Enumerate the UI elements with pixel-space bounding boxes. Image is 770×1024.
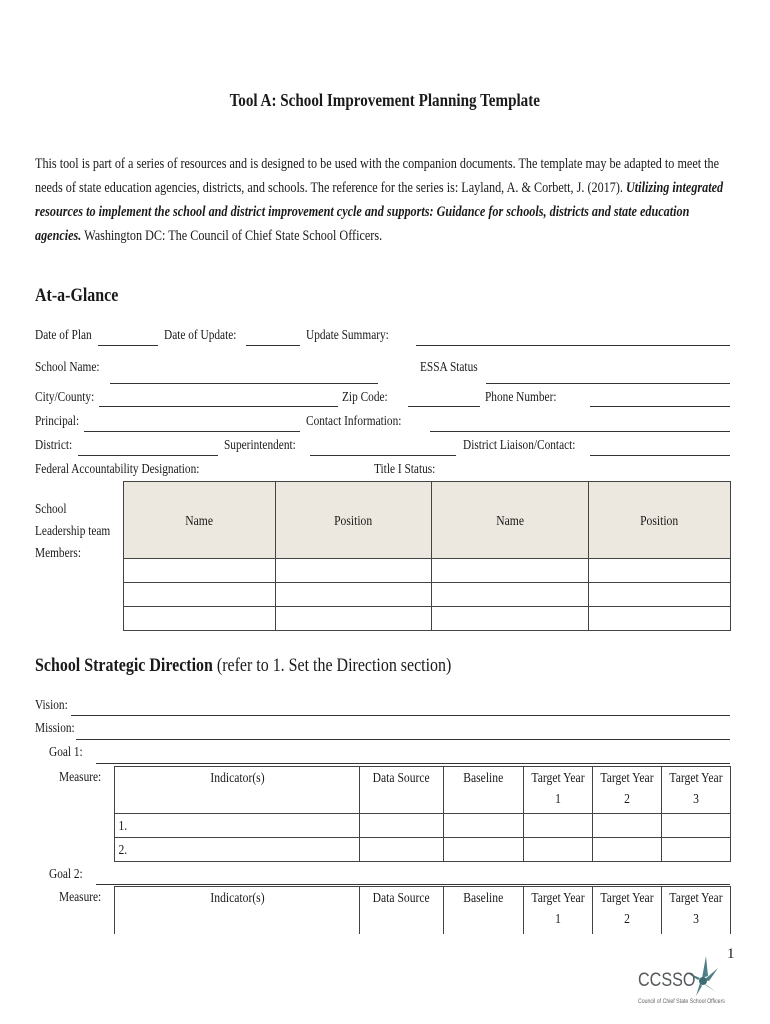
city-county-label: City/County:	[35, 389, 95, 404]
zip-code-label: Zip Code:	[342, 389, 388, 404]
mission-field[interactable]	[76, 739, 730, 740]
leadership-cell[interactable]	[432, 583, 589, 607]
leadership-header-position-1: Position	[276, 482, 432, 559]
leadership-cell[interactable]	[276, 607, 432, 631]
leadership-cell[interactable]	[124, 607, 276, 631]
goal-1-label: Goal 1:	[49, 744, 83, 759]
goal-2-label: Goal 2:	[49, 866, 83, 881]
city-county-field[interactable]	[99, 406, 338, 407]
leadership-team-table	[123, 481, 731, 631]
phone-number-field[interactable]	[590, 406, 730, 407]
target-year-2-header: Target Year 2	[593, 887, 662, 934]
data-source-header: Data Source	[360, 887, 444, 934]
leadership-header-name-1: Name	[124, 482, 276, 559]
goal-1-field[interactable]	[96, 763, 730, 764]
indicator-cell[interactable]: 1.	[115, 814, 360, 838]
superintendent-label: Superintendent:	[224, 437, 296, 452]
update-summary-field[interactable]	[416, 345, 730, 346]
leadership-cell[interactable]	[276, 559, 432, 583]
indicator-cell[interactable]: 2.	[115, 838, 360, 862]
contact-information-field[interactable]	[430, 431, 730, 432]
measure-cell[interactable]	[662, 814, 731, 838]
document-title: Tool A: School Improvement Planning Template	[229, 90, 541, 110]
leadership-team-label: School Leadership team Members:	[35, 501, 111, 560]
ccsso-logo	[636, 950, 725, 1010]
vision-label: Vision:	[35, 697, 68, 712]
update-summary-label: Update Summary:	[306, 327, 389, 342]
goal-1-measure-label: Measure:	[59, 769, 102, 784]
target-year-1-header: Target Year 1	[524, 887, 593, 934]
essa-status-field[interactable]	[486, 383, 730, 384]
strategic-direction-heading	[35, 655, 451, 677]
phone-number-label: Phone Number:	[485, 389, 557, 404]
baseline-header: Baseline	[444, 887, 524, 934]
intro-text: This tool is part of a series of resources and is designed to be used with the companion documents. The template may be adapted to meet the needs of state education agencies, districts, and schools. The reference for the series is: Layland, A. & Corbett, J. (2017).	[35, 156, 720, 196]
at-a-glance-heading: At-a-Glance	[35, 285, 119, 306]
intro-paragraph	[35, 152, 734, 248]
strategic-direction-title: School Strategic Direction	[35, 655, 213, 676]
date-of-plan-field[interactable]	[98, 345, 158, 346]
date-of-update-field[interactable]	[246, 345, 300, 346]
measure-cell[interactable]	[524, 838, 593, 862]
date-of-update-label: Date of Update:	[164, 327, 237, 342]
district-liaison-field[interactable]	[590, 455, 730, 456]
leadership-cell[interactable]	[589, 583, 731, 607]
principal-field[interactable]	[84, 431, 300, 432]
mission-label: Mission:	[35, 720, 75, 735]
logo-wordmark: CCSSO	[638, 970, 696, 991]
measure-cell[interactable]	[524, 814, 593, 838]
table-row	[124, 607, 731, 631]
goal-2-measure-label: Measure:	[59, 889, 102, 904]
zip-code-field[interactable]	[408, 406, 480, 407]
intro-citation-title: Utilizing integrated resources to implement the school and district improvement cycle and supports: Guidance for schools, districts and state education agencies.	[35, 180, 724, 244]
date-of-plan-label: Date of Plan	[35, 327, 92, 342]
vision-field[interactable]	[71, 715, 730, 716]
district-field[interactable]	[78, 455, 218, 456]
measure-cell[interactable]	[444, 814, 524, 838]
strategic-direction-note: (refer to 1. Set the Direction section)	[212, 655, 452, 676]
measure-cell[interactable]	[593, 814, 662, 838]
essa-status-label: ESSA Status	[420, 359, 478, 374]
table-row	[115, 814, 731, 838]
leadership-cell[interactable]	[276, 583, 432, 607]
leadership-cell[interactable]	[589, 559, 731, 583]
contact-information-label: Contact Information:	[306, 413, 402, 428]
leadership-cell[interactable]	[589, 607, 731, 631]
leadership-cell[interactable]	[432, 607, 589, 631]
goal-1-measure-table	[114, 766, 731, 862]
school-name-label: School Name:	[35, 359, 100, 374]
superintendent-field[interactable]	[310, 455, 456, 456]
measure-cell[interactable]	[444, 838, 524, 862]
measure-cell[interactable]	[360, 814, 444, 838]
goal-2-field[interactable]	[96, 884, 730, 885]
page-number: 1	[727, 946, 735, 962]
logo-subtext: Council of Chief State School Officers	[638, 998, 725, 1005]
table-row	[124, 559, 731, 583]
measure-cell[interactable]	[593, 838, 662, 862]
measure-cell[interactable]	[662, 838, 731, 862]
indicator-header: Indicator(s)	[115, 767, 360, 814]
leadership-header-position-2: Position	[589, 482, 731, 559]
goal-2-measure-table	[114, 886, 731, 934]
indicator-header: Indicator(s)	[115, 887, 360, 934]
data-source-header: Data Source	[360, 767, 444, 814]
leadership-cell[interactable]	[124, 559, 276, 583]
target-year-3-header: Target Year 3	[662, 887, 731, 934]
target-year-1-header: Target Year 1	[524, 767, 593, 814]
title-i-status-label: Title I Status:	[374, 461, 436, 476]
principal-label: Principal:	[35, 413, 80, 428]
school-name-field[interactable]	[110, 383, 378, 384]
table-row	[115, 838, 731, 862]
intro-text-end: Washington DC: The Council of Chief State School Officers.	[81, 228, 383, 244]
leadership-header-name-2: Name	[432, 482, 589, 559]
target-year-3-header: Target Year 3	[662, 767, 731, 814]
baseline-header: Baseline	[444, 767, 524, 814]
federal-designation-label: Federal Accountability Designation:	[35, 461, 200, 476]
district-liaison-label: District Liaison/Contact:	[463, 437, 576, 452]
measure-cell[interactable]	[360, 838, 444, 862]
leadership-cell[interactable]	[432, 559, 589, 583]
table-row	[124, 583, 731, 607]
leadership-cell[interactable]	[124, 583, 276, 607]
district-label: District:	[35, 437, 73, 452]
target-year-2-header: Target Year 2	[593, 767, 662, 814]
